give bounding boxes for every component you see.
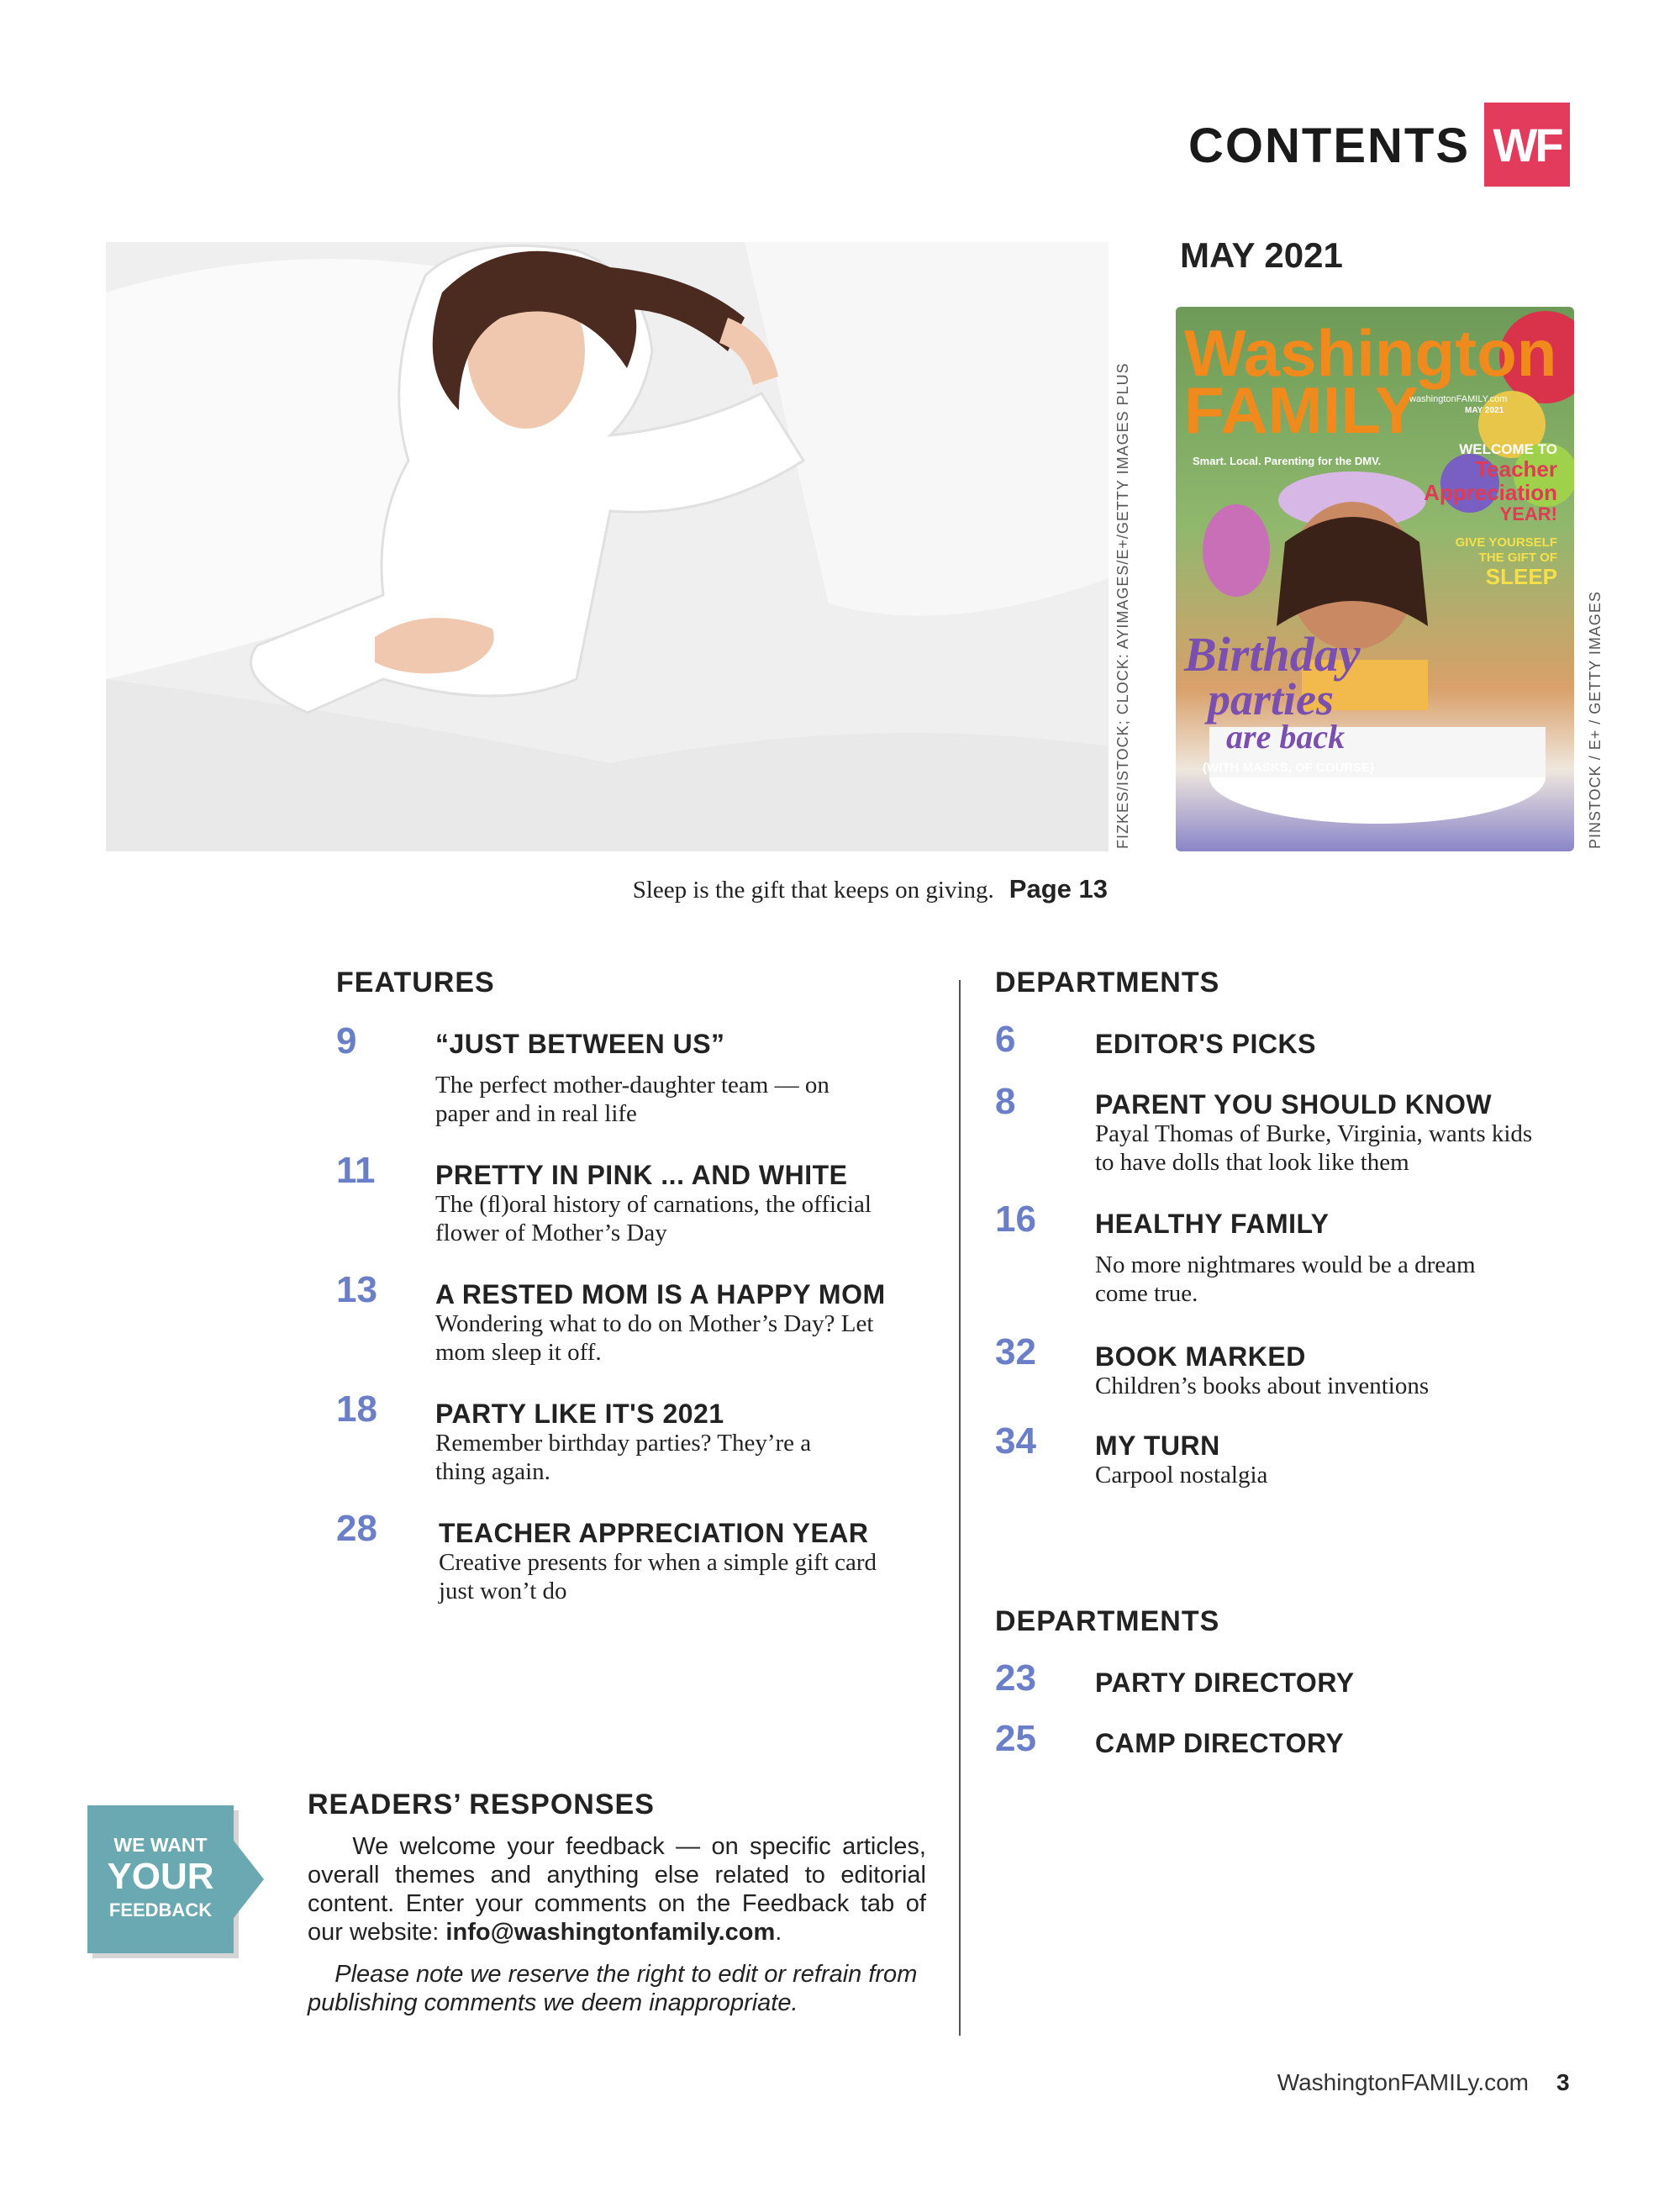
readers-body-text: We welcome your feedback — on specific articles, overall themes and anything else related to editorial content. Enter your comments on the Feedback tab of our website: [308,1833,926,1946]
dept-num-34: 34 [995,1420,1036,1462]
feature-desc-line: mom sleep it off. [435,1339,602,1366]
cover-masthead-top: Washington [1184,316,1557,390]
feature-title-rested-mom[interactable]: A RESTED MOM IS A HAPPY MOM [435,1279,886,1309]
feature-desc-line: thing again. [435,1458,550,1485]
magazine-cover [1176,307,1574,851]
dept-title-parent-you-should-know[interactable]: PARENT YOU SHOULD KNOW [1095,1089,1493,1120]
cover-gift-of: THE GIFT OF [1478,551,1557,565]
feature-title-party-like-2021[interactable]: PARTY LIKE IT'S 2021 [435,1399,724,1429]
feedback-email-link[interactable]: info@washingtonfamily.com [445,1919,776,1946]
dept-desc-line: Payal Thomas of Burke, Virginia, wants kids [1095,1120,1533,1147]
directories-heading: DEPARTMENTS [995,1605,1220,1637]
hero-photo [106,242,1109,851]
readers-note-text: Please note we reserve the right to edit or refrain from publishing comments we deem inappropriate. [308,1961,918,2016]
dept-num-32: 32 [995,1331,1036,1372]
feature-title-teacher-appreciation[interactable]: TEACHER APPRECIATION YEAR [439,1518,869,1548]
cover-tagline: Smart. Local. Parenting for the DMV. [1193,455,1382,467]
dept-num-6: 6 [995,1019,1016,1060]
cover-year: YEAR! [1499,503,1557,524]
cover-birthday: Birthday [1184,627,1361,682]
feature-num-13: 13 [336,1269,377,1310]
cover-parties: parties [1208,674,1335,724]
hero-photo-credit: FIZKES/ISTOCK; CLOCK: AYIMAGES/E+/GETTY IMAGES PLUS [1114,362,1131,849]
dir-num-25: 25 [995,1718,1036,1759]
feedback-badge-line: WE WANT [113,1834,208,1856]
hero-caption-page: Page 13 [1009,874,1108,904]
feature-desc-line: Wondering what to do on Mother’s Day? Let [435,1310,874,1337]
feedback-arrow-icon [234,1841,264,1918]
dept-desc-line: Carpool nostalgia [1095,1462,1268,1488]
dept-desc-line: to have dolls that look like them [1095,1149,1409,1176]
dept-desc-line: come true. [1095,1280,1198,1307]
feature-desc-line: Creative presents for when a simple gift card [439,1549,877,1576]
dept-title-book-marked[interactable]: BOOK MARKED [1095,1341,1306,1372]
dir-num-23: 23 [995,1657,1036,1699]
feature-num-9: 9 [336,1020,357,1062]
sleeping-woman-illustration [106,242,1109,851]
hero-caption [0,874,1108,904]
readers-responses-note [308,1960,926,2017]
dept-num-8: 8 [995,1081,1016,1122]
feature-num-11: 11 [336,1150,376,1191]
feature-desc-line: The perfect mother-daughter team — on [435,1072,829,1098]
page-number: 3 [1556,2069,1570,2095]
feature-desc-line: flower of Mother’s Day [435,1220,667,1246]
feedback-badge-line: FEEDBACK [108,1899,213,1920]
cover-give-yourself: GIVE YOURSELF [1455,535,1557,550]
hero-caption-text: Sleep is the gift that keeps on giving. [632,877,994,904]
cover-sleep: SLEEP [1485,564,1557,589]
feature-desc-line: just won’t do [439,1578,567,1604]
feedback-badge-line: YOUR [107,1856,214,1897]
readers-responses-body: We welcome your feedback — on specific articles, overall themes and anything else related to editorial content. Enter your comments on the Feedback tab of our website: info@washingtonfamily.com. [308,1833,926,1946]
readers-responses-heading: READERS’ RESPONSES [308,1789,655,1820]
feature-num-18: 18 [336,1388,377,1430]
dept-title-editors-picks[interactable]: EDITOR'S PICKS [1095,1029,1316,1059]
feature-title-just-between-us[interactable]: “JUST BETWEEN US” [435,1029,725,1059]
dir-title-camp-directory[interactable]: CAMP DIRECTORY [1095,1728,1345,1758]
cover-site: washingtonFAMILY.com [1409,394,1508,404]
feature-num-28: 28 [336,1508,377,1549]
feature-desc-line: paper and in real life [435,1100,637,1127]
cover-are-back: are back [1226,718,1346,756]
features-heading: FEATURES [336,967,495,998]
issue-date: MAY 2021 [1180,235,1343,275]
cover-masthead-bottom: FAMILY [1184,373,1419,447]
dept-desc-line: No more nightmares would be a dream [1095,1251,1476,1278]
feedback-badge [87,1805,234,1953]
wf-logo: WF [1484,103,1570,187]
cover-welcome: WELCOME TO [1459,441,1557,457]
cover-masks: (WITH MASKS, OF COURSE) [1203,761,1375,775]
footer-site[interactable]: WashingtonFAMILy.com [1277,2069,1529,2095]
feature-title-pretty-in-pink[interactable]: PRETTY IN PINK ... AND WHITE [435,1160,848,1190]
dept-title-my-turn[interactable]: MY TURN [1095,1430,1220,1461]
cover-issue: MAY 2021 [1465,406,1504,415]
dir-title-party-directory[interactable]: PARTY DIRECTORY [1095,1668,1355,1698]
departments-heading: DEPARTMENTS [995,967,1220,998]
page-title: CONTENTS [1188,119,1470,173]
column-divider [959,980,961,2036]
feature-desc-line: The (ﬂ)oral history of carnations, the official [435,1191,872,1218]
dept-title-healthy-family[interactable]: HEALTHY FAMILY [1095,1209,1330,1239]
cover-photo-credit: PINSTOCK / E+ / GETTY IMAGES [1587,591,1604,849]
dept-num-16: 16 [995,1199,1036,1240]
dept-desc-line: Children’s books about inventions [1095,1372,1430,1399]
cover-appreciation: Appreciation [1424,480,1557,505]
cover-teacher: Teacher [1475,456,1557,482]
feature-desc-line: Remember birthday parties? They’re a [435,1430,812,1457]
